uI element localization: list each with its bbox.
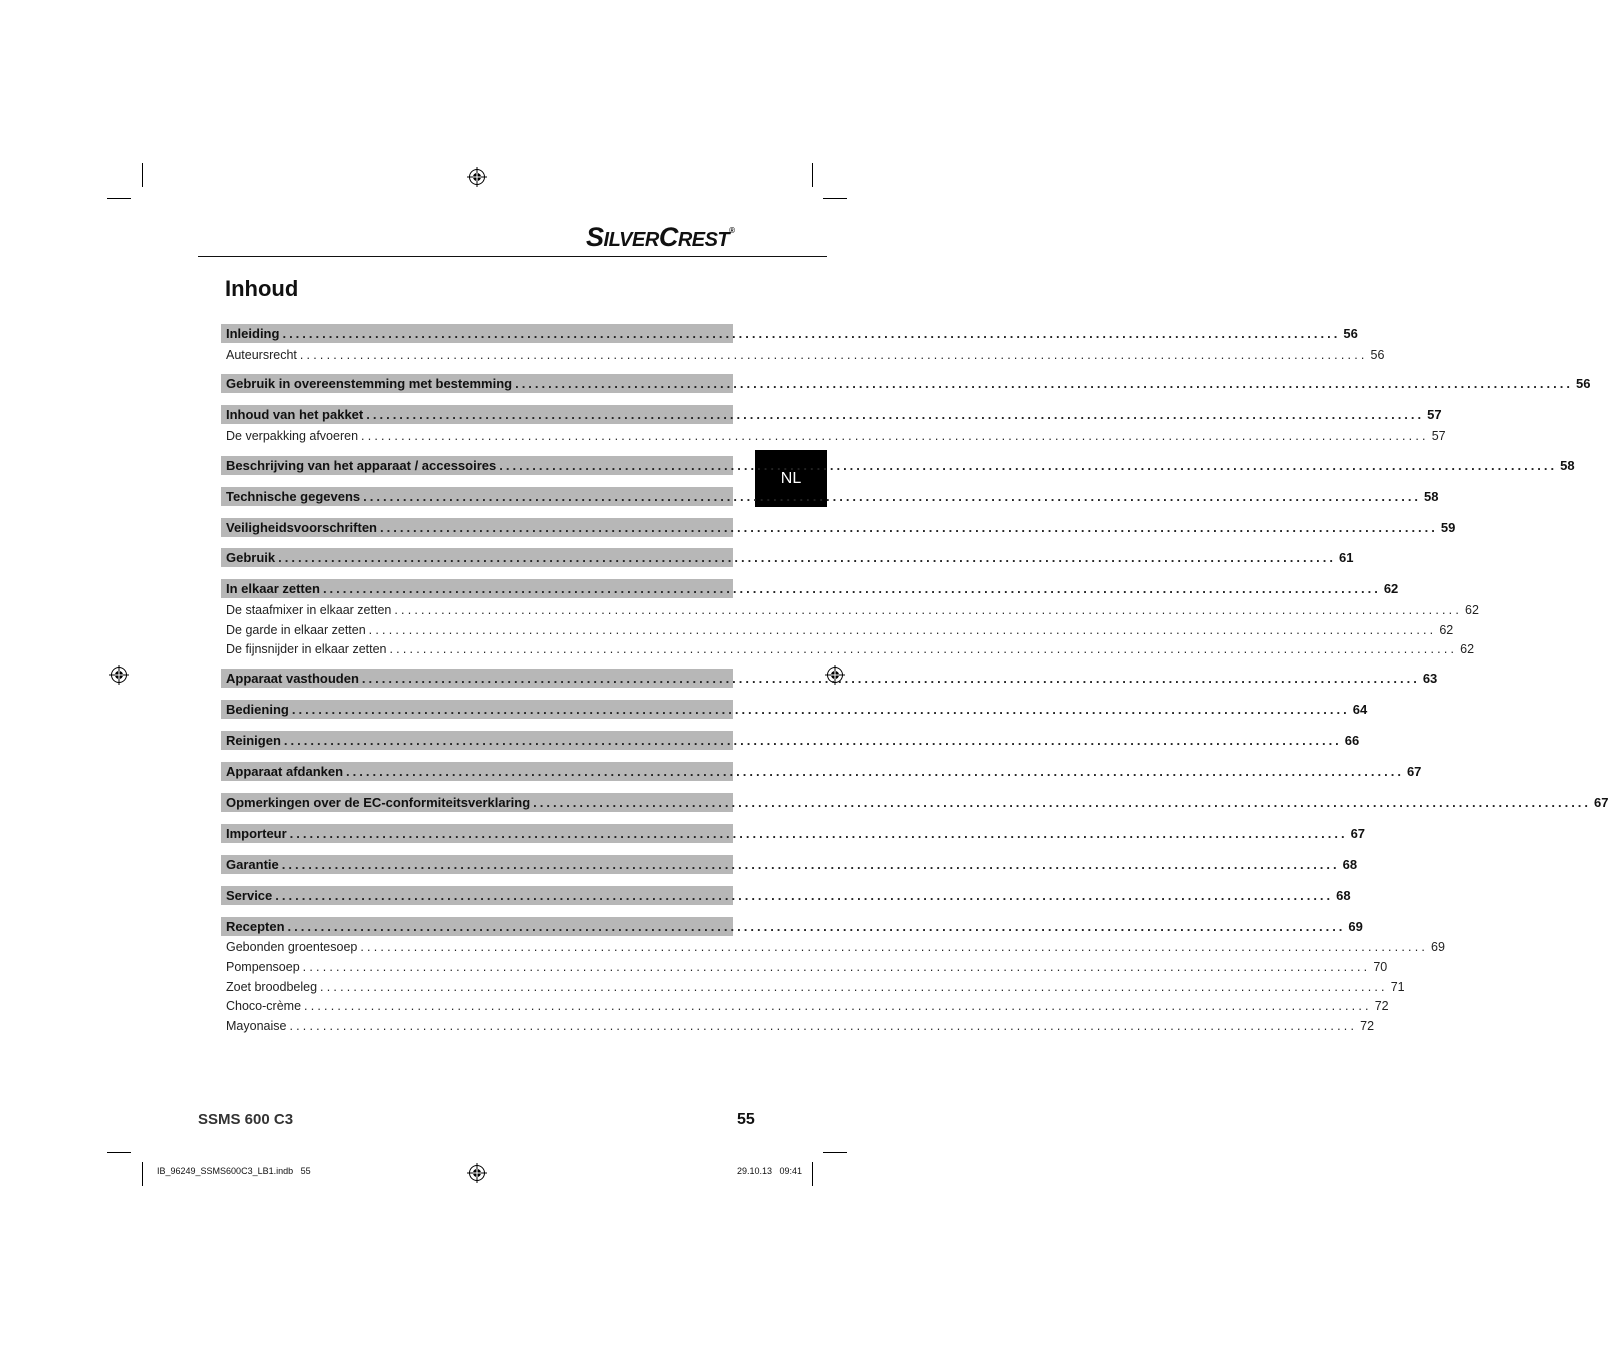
print-slug-datetime: 29.10.13 09:41: [737, 1166, 803, 1176]
toc-entry[interactable]: Apparaat vasthouden ................................................................................................................................................................ 63: [221, 669, 733, 688]
toc-subentry[interactable]: De verpakking afvoeren ................................................................................................................................................................ 57: [226, 429, 1446, 443]
toc-subentry[interactable]: Gebonden groentesoep ................................................................................................................................................................ 69: [226, 940, 1445, 954]
toc-subentry[interactable]: Choco-crème ................................................................................................................................................................ 72: [226, 999, 1389, 1013]
toc-subentry[interactable]: Auteursrecht ................................................................................................................................................................ 56: [226, 348, 1385, 362]
crop-mark: [812, 163, 813, 187]
toc-entry[interactable]: Veiligheidsvoorschriften ................................................................................................................................................................ 59: [221, 518, 733, 537]
page-title: Inhoud: [225, 276, 299, 301]
toc-entry[interactable]: Gebruik ................................................................................................................................................................ 61: [221, 548, 733, 567]
language-tab: NL: [755, 450, 827, 507]
crop-mark: [142, 1162, 143, 1186]
toc-subentry[interactable]: Zoet broodbeleg ................................................................................................................................................................ 71: [226, 980, 1405, 994]
crop-mark: [107, 1152, 131, 1153]
toc-entry[interactable]: Garantie ................................................................................................................................................................ 68: [221, 855, 733, 874]
registration-mark-icon: [467, 1163, 487, 1183]
header-rule: [198, 256, 827, 257]
toc-entry[interactable]: Opmerkingen over de EC-conformiteitsverklaring ................................................................................................................................................................ 67: [221, 793, 733, 812]
silvercrest-logo: SILVERCREST®: [586, 222, 735, 252]
toc-entry[interactable]: Service ................................................................................................................................................................ 68: [221, 886, 733, 905]
crop-mark: [823, 1152, 847, 1153]
toc-subentry[interactable]: De fijnsnijder in elkaar zetten ................................................................................................................................................................ 62: [226, 642, 1475, 656]
model-name: SSMS 600 C3: [198, 1111, 294, 1128]
crop-mark: [107, 198, 131, 199]
print-slug-file: IB_96249_SSMS600C3_LB1.indb 55: [157, 1166, 311, 1176]
toc-entry[interactable]: Beschrijving van het apparaat / accessoires ................................................................................................................................................................ 58: [221, 456, 733, 475]
toc-subentry[interactable]: De staafmixer in elkaar zetten ................................................................................................................................................................ 62: [226, 603, 1479, 617]
crop-mark: [142, 163, 143, 187]
toc-subentry[interactable]: Pompensoep ................................................................................................................................................................ 70: [226, 960, 1388, 974]
toc-entry[interactable]: Technische gegevens ................................................................................................................................................................ 58: [221, 487, 733, 506]
crop-mark: [812, 1162, 813, 1186]
toc-subentry[interactable]: Mayonaise ................................................................................................................................................................ 72: [226, 1019, 1375, 1033]
toc-subentry[interactable]: De garde in elkaar zetten ................................................................................................................................................................ 62: [226, 623, 1454, 637]
toc-entry[interactable]: Inleiding ................................................................................................................................................................ 56: [221, 324, 733, 343]
registration-mark-icon: [467, 167, 487, 187]
toc-entry[interactable]: Gebruik in overeenstemming met bestemming ................................................................................................................................................................ 56: [221, 374, 733, 393]
toc-entry[interactable]: Importeur ................................................................................................................................................................ 67: [221, 824, 733, 843]
toc-entry[interactable]: Inhoud van het pakket ................................................................................................................................................................ 57: [221, 405, 733, 424]
toc-entry[interactable]: Reinigen ................................................................................................................................................................ 66: [221, 731, 733, 750]
crop-mark: [823, 198, 847, 199]
registration-mark-icon: [109, 665, 129, 685]
page-number: 55: [737, 1111, 755, 1128]
toc-entry[interactable]: Apparaat afdanken ................................................................................................................................................................ 67: [221, 762, 733, 781]
toc-entry[interactable]: Bediening ................................................................................................................................................................ 64: [221, 700, 733, 719]
toc-entry[interactable]: In elkaar zetten ................................................................................................................................................................ 62: [221, 579, 733, 598]
toc-entry[interactable]: Recepten ................................................................................................................................................................ 69: [221, 917, 733, 936]
